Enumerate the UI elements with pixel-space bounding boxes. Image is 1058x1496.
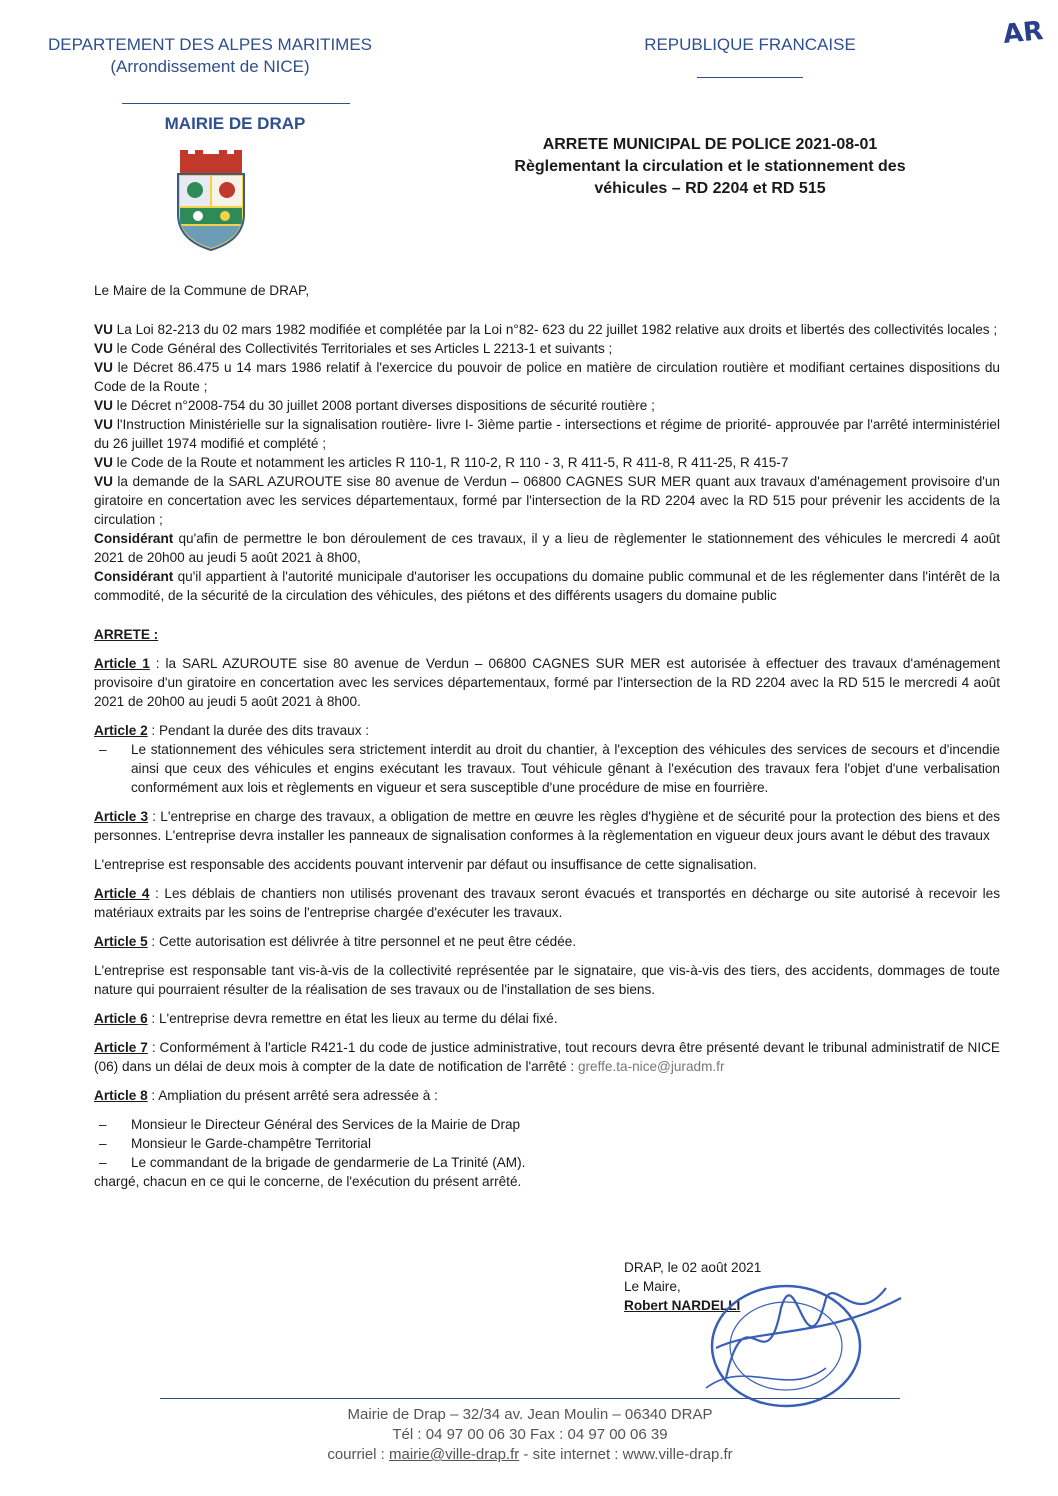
coat-of-arms-logo	[170, 148, 252, 252]
article-8: Article 8 : Ampliation du présent arrêté sera adressée à :	[94, 1088, 438, 1103]
mayor-name: Robert NARDELLI	[624, 1298, 741, 1313]
department-name	[40, 34, 380, 78]
footer-address: Mairie de Drap – 32/34 av. Jean Moulin – 06340 DRAP	[347, 1406, 713, 1423]
vu-item: VU le Code Général des Collectivités Territoriales et ses Articles L 2213-1 et suivants ;	[94, 341, 613, 356]
considerant-item: Considérant qu'afin de permettre le bon déroulement de ces travaux, il y a lieu de règlementer le stationnement des véhicules le mercredi 4 août 2021 de 20h00 au jeudi 5 août 2021 à 8h00,	[94, 531, 1000, 565]
recipient-item: – Monsieur le Directeur Général des Services de la Mairie de Drap	[99, 1117, 521, 1132]
footer-web: courriel : mairie@ville-drap.fr - site internet : www.ville-drap.fr	[327, 1446, 733, 1463]
intro-line: Le Maire de la Commune de DRAP,	[94, 283, 310, 298]
signature-role: Le Maire,	[624, 1279, 681, 1294]
recipient-item: – Le commandant de la brigade de gendarmerie de La Trinité (AM).	[99, 1155, 526, 1170]
dash-bullet: –	[99, 1136, 107, 1151]
corner-initials-mark: AR	[1001, 15, 1045, 51]
department-line: DEPARTEMENT DES ALPES MARITIMES	[47, 35, 373, 54]
decree-title	[440, 134, 980, 200]
mairie-name: MAIRIE DE DRAP	[164, 114, 306, 133]
vu-item: VU l'Instruction Ministérielle sur la signalisation routière- livre I- 3ième partie - intersections et régime de priorité- approuvée par l'arrêté interministériel du 26 juillet 1974 modifié et complété ;	[94, 417, 1000, 451]
decree-body	[94, 281, 1000, 1191]
article-5: Article 5 : Cette autorisation est délivrée à titre personnel et ne peut être cédée.	[94, 934, 577, 949]
vu-item: VU le Décret n°2008-754 du 30 juillet 2008 portant diverses dispositions de sécurité routière ;	[94, 398, 655, 413]
article-2: Article 2 : Pendant la durée des dits travaux :	[94, 723, 370, 738]
vu-item: VU La Loi 82-213 du 02 mars 1982 modifiée et complétée par la Loi n°82- 623 du 22 juillet 1982 relative aux droits et libertés des collectivités locales ;	[94, 322, 998, 337]
arrete-heading: ARRETE :	[94, 627, 159, 642]
footer-phone: Tél : 04 97 00 06 30 Fax : 04 97 00 06 39	[392, 1426, 668, 1443]
decree-subject-line1: Règlementant la circulation et le stationnement des	[514, 158, 906, 175]
mairie-email-link[interactable]: mairie@ville-drap.fr	[389, 1446, 520, 1463]
official-stamp-and-signature	[686, 1268, 906, 1418]
execution-clause: chargé, chacun en ce qui le concerne, de l'exécution du présent arrêté.	[94, 1174, 522, 1189]
footer-divider	[160, 1398, 900, 1399]
article-3: Article 3 : L'entreprise en charge des travaux, a obligation de mettre en œuvre les règles d'hygiène et de sécurité pour la protection des biens et des personnes. L'entreprise devra installer les panneaux de signalisation conformes à la règlementation en vigueur deux jours avant le début des travaux	[94, 809, 1000, 843]
considerant-item: Considérant qu'il appartient à l'autorité municipale d'autoriser les occupations du domaine public communal et de les réglementer dans l'intérêt de la commodité, de la sécurité de la circulation des véhicules, des piétons et des différents usagers du domaine public	[94, 569, 1000, 603]
vu-item: VU la demande de la SARL AZUROUTE sise 80 avenue de Verdun – 06800 CAGNES SUR MER quant aux travaux d'aménagement provisoire d'un giratoire en concertation avec les services départementaux, formé par l'intersection de la RD 2204 avec la RD 515 pour prévenir les accidents de la circulation ;	[94, 474, 1000, 527]
article-2-item: – Le stationnement des véhicules sera strictement interdit au droit du chantier, à l'exception des véhicules des services de secours et d'incendie ainsi que ceux des véhicules et engins exécutant les travaux. Tout véhicule gênant à l'exécution des travaux fera l'objet d'une verbalisation conformément aux lois et règlements en vigueur et sera susceptible d'une procédure de mise en fourrière.	[99, 742, 1000, 795]
vu-item: VU le Code de la Route et notamment les articles R 110-1, R 110-2, R 110 - 3, R 411-5, R 411-8, R 411-25, R 415-7	[94, 455, 789, 470]
recipient-item: – Monsieur le Garde-champêtre Territorial	[99, 1136, 372, 1151]
article-5-liability: L'entreprise est responsable tant vis-à-vis de la collectivité représentée par le signataire, que vis-à-vis des tiers, des accidents, dommages de toute nature qui pourraient résulter de la réalisation de ses travaux ou de l'installation de ses biens.	[94, 963, 1000, 997]
tribunal-email-link[interactable]: greffe.ta-nice@juradm.fr	[577, 1059, 725, 1074]
decree-subject-line2: véhicules – RD 2204 et RD 515	[594, 180, 826, 197]
dash-bullet: –	[99, 1117, 107, 1132]
article-3-responsibility: L'entreprise est responsable des accidents pouvant intervenir par défaut ou insuffisance de cette signalisation.	[94, 857, 757, 872]
considerations-list	[94, 320, 1000, 605]
dash-bullet: –	[99, 1155, 107, 1170]
footer-contact	[230, 1405, 830, 1465]
article-6: Article 6 : L'entreprise devra remettre en état les lieux au terme du délai fixé.	[94, 1011, 558, 1026]
vu-item: VU le Décret 86.475 u 14 mars 1986 relatif à l'exercice du pouvoir de police en matière de circulation routière et modifiant certaines dispositions du Code de la Route ;	[94, 360, 1000, 394]
arrondissement-line: (Arrondissement de NICE)	[110, 57, 310, 76]
article-7: Article 7 : Conformément à l'article R421-1 du code de justice administrative, tout recours devra être présenté devant le tribunal administratif de NICE (06) dans un délai de deux mois à compter de la date de notification de l'arrêté : greffe.ta-nice@juradm.fr	[94, 1040, 1000, 1074]
decree-number: ARRETE MUNICIPAL DE POLICE 2021-08-01	[542, 136, 878, 153]
dash-bullet: –	[99, 742, 107, 757]
header-divider-left	[122, 103, 350, 104]
header-divider-right	[697, 77, 803, 78]
article-1: Article 1 : la SARL AZUROUTE sise 80 avenue de Verdun – 06800 CAGNES SUR MER est autorisée à effectuer des travaux d'aménagement provisoire d'un giratoire en concertation avec les services départementaux, formé par l'intersection de la RD 2204 avec la RD 515 le mercredi 4 août 2021 de 20h00 au jeudi 5 août 2021 à 8h00.	[94, 656, 1000, 709]
signature-date: DRAP, le 02 août 2021	[624, 1260, 762, 1275]
republic-title: REPUBLIQUE FRANCAISE	[644, 35, 856, 54]
article-4: Article 4 : Les déblais de chantiers non utilisés provenant des travaux seront évacués et transportés en décharge ou site autorisé à recevoir les matériaux extraits par les soins de l'entreprise chargée d'exécuter les travaux.	[94, 886, 1000, 920]
